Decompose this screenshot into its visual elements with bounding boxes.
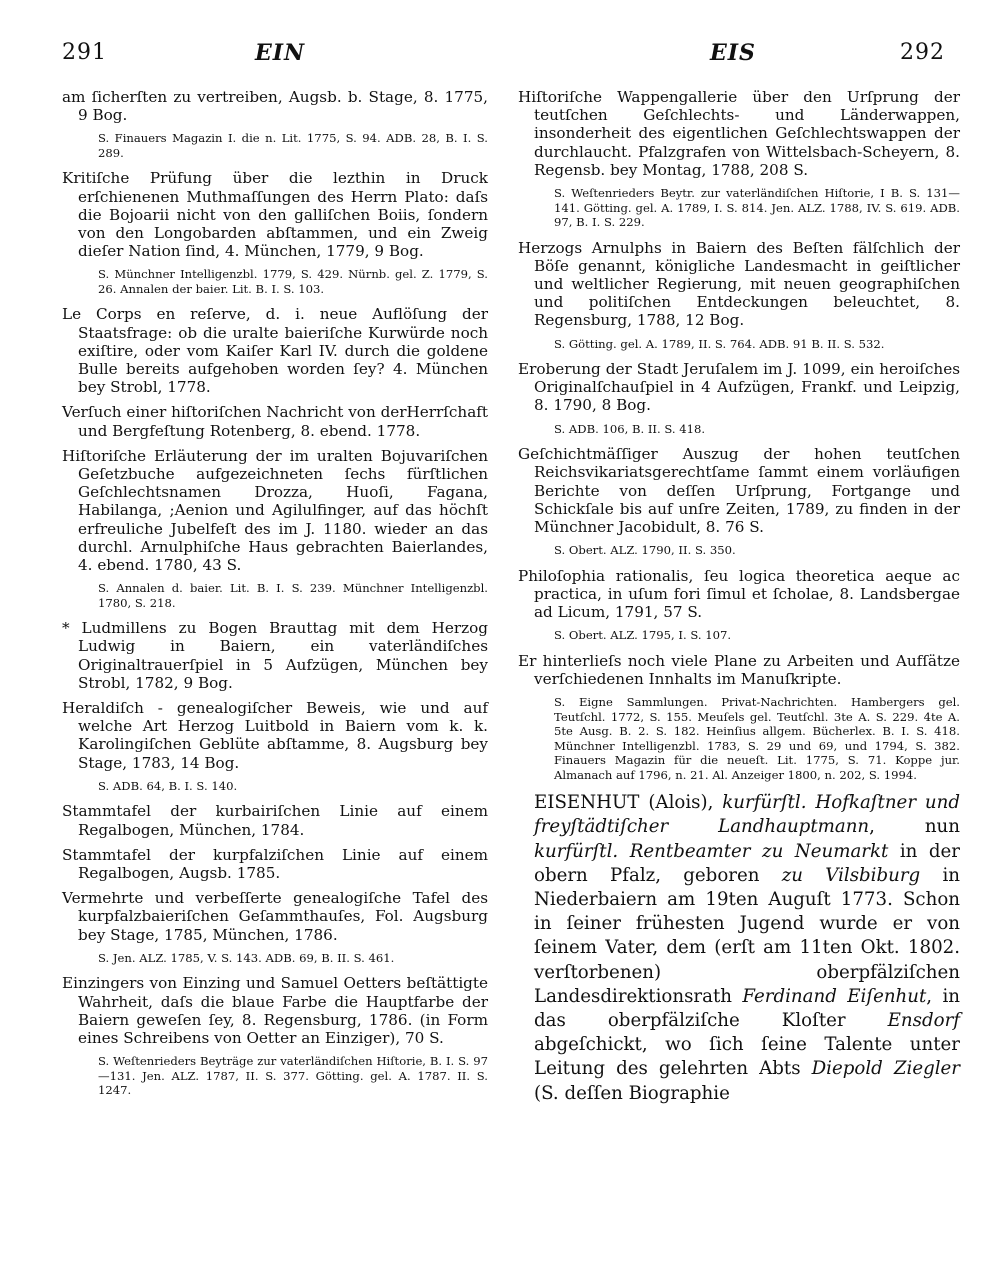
bibliography-entry: Verſuch einer hiſtoriſchen Nachricht von derHerrſchaft und Bergfeſtung Rotenberg, 8. ebend. 1778.: [62, 403, 488, 440]
reference-citation: S. Weſtenrieders Beyträge zur vaterländiſchen Hiſtorie, B. I. S. 97—131. Jen. ALZ. 1787, II. S. 377. Götting. gel. A. 1787. II. S. 1247.: [98, 1054, 488, 1098]
bibliography-entry: Le Corps en reſerve, d. i. neue Auflöſung der Staatsfrage: ob die uralte baieriſche Kurwürde noch exiſtire, oder vom Kaiſer Karl IV. durch die goldene Bulle bereits aufgehoben worden ſey? 4. München bey Strobl, 1778.: [62, 305, 488, 397]
bibliography-entry: Stammtafel der kurpfalziſchen Linie auf einem Regalbogen, Augsb. 1785.: [62, 845, 488, 882]
reference-citation: S. Finauers Magazin I. die n. Lit. 1775, S. 94. ADB. 28, B. I. S. 289.: [98, 131, 488, 160]
right-column: [518, 88, 960, 1113]
reference-citation: S. Annalen d. baier. Lit. B. I. S. 239. Münchner Intelligenzbl. 1780, S. 218.: [98, 581, 488, 610]
page-number-right: 292: [900, 40, 945, 65]
biography-eisenhut: EISENHUT (Alois), kurfürſtl. Hofkaſtner und freyſtädtiſcher Landhauptmann, nun kurfürſtl. Rentbeamter zu Neumarkt in der obern Pfalz, geboren zu Vilsbiburg in Niederbaiern am 19ten Auguſt 1773. Schon in ſeiner frühesten Jugend wurde er von ſeinem Vater, dem (erſt am 11ten Okt. 1802. verſtorbenen) oberpfälziſchen Landesdirektionsrath Ferdinand Eiſenhut, in das oberpfälziſche Kloſter Ensdorf abgeſchickt, wo ſich ſeine Talente unter Leitung des gelehrten Abts Diepold Ziegler (S. deſſen Biographie: [534, 792, 960, 1104]
bibliography-entry: Geſchichtmäſſiger Auszug der hohen teutſchen Reichsvikariatsgerechtſame ſammt einem vorläufigen Berichte von deſſen Urſprung, Fortgange und Schickſale bis auf unſre Zeiten, 1789, zu finden in der Münchner Jacobidult, 8. 76 S.: [518, 445, 960, 536]
bibliography-entry: Heraldiſch - genealogiſcher Beweis, wie und auf welche Art Herzog Luitbold in Baiern vom k. k. Karolingiſchen Geblüte abſtamme, 8. Augsburg bey Stage, 1783, 14 Bog.: [62, 699, 488, 772]
bibliography-entry: Eroberung der Stadt Jeruſalem im J. 1099, ein heroiſches Originalſchauſpiel in 4 Aufzügen, Frankf. und Leipzig, 8. 1790, 8 Bog.: [518, 360, 960, 415]
bibliography-entry: Vermehrte und verbeſſerte genealogiſche Tafel des kurpfalzbaieriſchen Geſammthauſes, Fol. Augsburg bey Stage, 1785, München, 1786.: [62, 889, 488, 944]
left-column: [62, 88, 488, 1107]
bibliography-entry: Hiſtoriſche Wappengallerie über den Urſprung der teutſchen Geſchlechts- und Länderwappen, insonderheit des eigentlichen Geſchlechtswappen der durchlaucht. Pfalzgrafen von Wittelsbach-Scheyern, 8. Regensb. bey Montag, 1788, 208 S.: [518, 88, 960, 179]
bibliography-entry: Einzingers von Einzing und Samuel Oetters beſtättigte Wahrheit, daſs die blaue Farbe die Hauptfarbe der Baiern geweſen ſey, 8. Regensburg, 1786. (in Form eines Schreibens von Oetter an Einziger), 70 S.: [62, 974, 488, 1047]
page-number-left: 291: [62, 40, 107, 65]
bibliography-entry: Philoſophia rationalis, ſeu logica theoretica aeque ac practica, in uſum fori ſimul et ſcholae, 8. Landsbergae ad Licum, 1791, 57 S.: [518, 566, 960, 622]
reference-citation: S. Götting. gel. A. 1789, II. S. 764. ADB. 91 B. II. S. 532.: [554, 336, 885, 351]
reference-citation: S. Eigne Sammlungen. Privat-Nachrichten. Hambergers gel. Teutſchl. 1772, S. 155. Meuſels gel. Teutſchl. 3te A. S. 229. 4te A. 5te Ausg. B. 2. S. 182. Heinſius allgem. Bücherlex. B. I. S. 418. Münchner Intelligenzbl. 1783, S. 29 und 69, und 1794, S. 382. Finauers Magazin für die neueſt. Lit. 1775, S. 71. Koppe jur. Almanach auf 1796, n. 21. Al. Anzeiger 1800, n. 202, S. 1994.: [554, 695, 960, 782]
bibliography-entry: * Ludmillens zu Bogen Brauttag mit dem Herzog Ludwig in Baiern, ein vaterländiſches Originaltrauerſpiel in 5 Aufzügen, München bey Strobl, 1782, 9 Bog.: [62, 619, 488, 692]
reference-citation: S. Jen. ALZ. 1785, V. S. 143. ADB. 69, B. II. S. 461.: [98, 950, 395, 965]
reference-citation: S. Weſtenrieders Beytr. zur vaterländiſchen Hiſtorie, I B. S. 131—141. Götting. gel. A. 1789, I. S. 814. Jen. ALZ. 1788, IV. S. 619. ADB. 97, B. I. S. 229.: [554, 186, 960, 230]
bibliography-entry: Er hinterlieſs noch viele Plane zu Arbeiten und Aufſätze verſchiedenen Innhalts im Manuſkripte.: [518, 651, 960, 688]
bibliography-entry: Stammtafel der kurbairiſchen Linie auf einem Regalbogen, München, 1784.: [62, 802, 488, 839]
bibliography-entry: Hiſtoriſche Erläuterung der im uralten Bojuvariſchen Geſetzbuche aufgezeichneten ſechs fürſtlichen Geſchlechtsnamen Drozza, Huoſi, Fagana, Habilanga, ;Aenion und Agilulfinger, auf das höchſt erfreuliche Jubelfeſt des im J. 1180. wieder an das durchl. Arnulphiſche Haus gebrachten Baierlandes, 4. ebend. 1780, 43 S.: [62, 446, 488, 575]
bibliography-entry: Kritiſche Prüfung über die lezthin in Druck erſchienenen Muthmaſſungen des Herrn Plato: daſs die Bojoarii nicht von den galliſchen Boiis, ſondern von den Longobarden abſtammen, und ein Zweig dieſer Nation ſind, 4. München, 1779, 9 Bog.: [62, 169, 488, 261]
reference-citation: S. Münchner Intelligenzbl. 1779, S. 429. Nürnb. gel. Z. 1779, S. 26. Annalen der baier. Lit. B. I. S. 103.: [98, 267, 488, 296]
reference-citation: S. ADB. 106, B. II. S. 418.: [554, 421, 706, 436]
running-head-left: EIN: [255, 40, 306, 66]
running-head-right: EIS: [710, 40, 756, 66]
right-column-entries: [518, 88, 960, 782]
bibliography-entry: Herzogs Arnulphs in Baiern des Beſten fälſchlich der Böſe genannt, königliche Landesmacht in geiſtlicher und weltlicher Regierung, mit neuen geographiſchen und politiſchen Entdeckungen beleuchtet, 8. Regensburg, 1788, 12 Bog.: [518, 238, 960, 330]
reference-citation: S. Obert. ALZ. 1790, II. S. 350.: [554, 543, 736, 558]
bibliography-entry: am ſicherſten zu vertreiben, Augsb. b. Stage, 8. 1775, 9 Bog.: [62, 88, 488, 125]
reference-citation: S. Obert. ALZ. 1795, I. S. 107.: [554, 628, 732, 643]
reference-citation: S. ADB. 64, B. I. S. 140.: [98, 778, 238, 793]
